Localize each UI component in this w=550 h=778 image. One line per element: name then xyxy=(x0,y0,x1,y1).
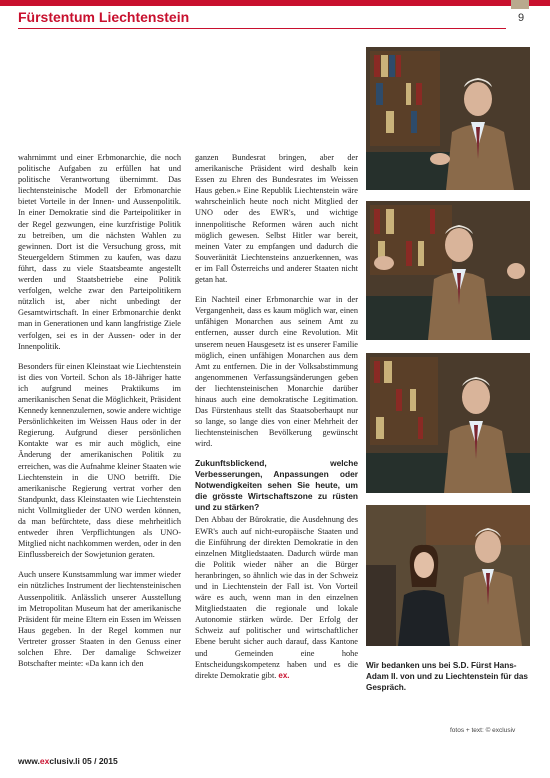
photo-interview-2 xyxy=(366,201,530,340)
page-tab xyxy=(511,0,529,9)
interview-answer: Den Abbau der Bürokratie, die Ausdehnung des EWR's auch auf nicht-europäische Staaten und die Einführung der direkten Demokratie in den einzelnen Mitgliedstaaten. Dadurch würde man die Politik wieder näher an die Bürger heranbringen, so ähnlich wie das in der Schweiz und in Liechtenstein der Fall ist. Von Vorteil wäre es auch, wenn man in den einzelnen Mitgliedstaaten die regionale und lokale Autonomie stärken würde. Der Erfolg der Schweiz auf politischer und wirtschaftlicher Ebene beruht sicher auch darauf, dass Kantone und Gemeinden eine hohe Entscheidungskompetenz haben und es die direkte Demokratie gibt. ex. xyxy=(195,515,358,680)
footer-prefix: www. xyxy=(18,756,40,766)
photo-credit: fotos + text: © exclusiv xyxy=(450,727,516,734)
photo-interview-3 xyxy=(366,353,530,493)
header-rule xyxy=(18,28,506,29)
paragraph: wahrnimmt und einer Erbmonarchie, die noch politische Aufgaben zu erfüllen hat und politische Verantwortung übernimmt. Das liechtensteinische Modell der Erbmonarchie bietet Vorteile in der Innen- und Aussenpolitik. In einer Demokratie sind die Parteipolitiker in der Regel gezwungen, eine kurzfristige Politik zu betreiben, um die nächsten Wahlen zu gewinnen. Dort ist die Versuchung gross, mit Steuergeldern Stimmen zu kaufen, was dazu führt, dass zu viele Staatsbeamte angestellt werden und Staatsbetriebe eine Politik verfolgen, welche zwar den Parteipolitikern nützlich ist, aber nicht unbedingt der Gesamtwirtschaft. In einer Erbmonarchie denkt man in Generationen und kann langfristige Ziele verfolgen, sei es in der Aussen- oder in der Innenpolitik. xyxy=(18,153,181,351)
section-title: Fürstentum Liechtenstein xyxy=(18,9,190,25)
footer-suffix: clusiv.li xyxy=(49,756,80,766)
photo-illustration xyxy=(366,47,530,190)
photo-illustration xyxy=(366,353,530,493)
paragraph: Auch unsere Kunstsammlung war immer wieder ein nützliches Instrument der liechtensteinischen Aussenpolitik. Anlässlich unserer Ausstellung im Metropolitan Museum hat der amerikanische Präsident für meine Eltern ein Essen im Weissen Haus gegeben. In der Regel kommen nur Vertreter grosser Staaten in den Genuss einer solchen Ehre. Der damalige Schweizer Botschafter meinte: «Da kann ich den xyxy=(18,570,181,669)
photo-interview-1 xyxy=(366,47,530,190)
interview-question: Zukunftsblickend, welche Verbesserungen, Anpassungen oder Notwendigkeiten sehen Sie heute, um die grösste Wirtschaftszone zu rüsten und zu stärken? xyxy=(195,458,358,513)
text-column-2 xyxy=(195,152,358,690)
photo-interviewer-and-prince xyxy=(366,505,530,646)
photo-caption: Wir bedanken uns bei S.D. Fürst Hans-Adam II. von und zu Liechtenstein für das Gespräch. xyxy=(366,661,528,692)
paragraph: ganzen Bundesrat bringen, aber der amerikanische Präsident wird deshalb kein Essen zu Ehren des Bundesrates im Weissen Haus geben.» Eine Republik Liechtenstein wäre wahrscheinlich heute noch nicht Mitglied der UNO oder des EWR's, und wichtige innenpolitische Reformen wären auch nicht möglich gewesen. Selbst Hitler war bereit, meinen Vater zu empfangen und dadurch die Souveränität Liechtensteins anzuerkennen, was er im Fall Österreichs und anderer Staaten nicht getan hat. xyxy=(195,153,358,285)
photo-illustration xyxy=(366,201,530,340)
paragraph: Ein Nachteil einer Erbmonarchie war in der Vergangenheit, dass es kaum möglich war, einen unfähigen Monarchen aus seinem Amt zu entfernen, ausser durch eine Revolution. Mit unserem neuen Hausgesetz ist es unserer Familie möglich, einen unfähigen Monarchen aus dem Amt zu entfernen. Die in der Volksabstimmung angenommenen Verfassungsänderungen geben der liechtensteinischen Monarchie darüber hinaus auch eine demokratische Legitimation. Das Fürstenhaus stellt das Staatsoberhaupt nur so lange, so lange dies von einer Mehrheit der liechtensteinischen Bevölkerung gewünscht wird. xyxy=(195,295,358,449)
text-column-1 xyxy=(18,152,181,678)
photo-illustration xyxy=(366,505,530,646)
end-mark: ex. xyxy=(278,670,290,680)
footer-accent: ex xyxy=(39,756,50,766)
top-accent-bar xyxy=(0,0,550,6)
paragraph: Besonders für einen Kleinstaat wie Liechtenstein ist dies von Vorteil. Schon als 18-Jähriger hatte ich aufgrund meines Praktikums im amerikanischen Senat die Möglichkeit, Präsident Kennedy kennenzulernen, sowie andere wichtige Persönlichkeiten im Weissen Haus oder in der Regierung. Aufgrund dieser persönlichen Kontakte war es mir auch möglich, eine Änderung der amerikanischen Politik zu erreichen, was die Aufnahme kleiner Staaten wie Liechtenstein in die UNO betrifft. Die amerikanische Regierung vertrat vorher den Standpunkt, dass Kleinstaaten wie Liechtenstein nicht Vollmitglieder der UNO werden können, da man befürchtete, dass diese mehrheitlich entweder ihren Verpflichtungen als UNO-Mitglied nicht nachkommen werden, oder in den Einflussbereich der Sowjetunion geraten. xyxy=(18,361,181,560)
footer-issue: 05 / 2015 xyxy=(79,756,118,766)
page-number: 9 xyxy=(517,12,525,24)
footer-website[interactable] xyxy=(18,756,118,766)
